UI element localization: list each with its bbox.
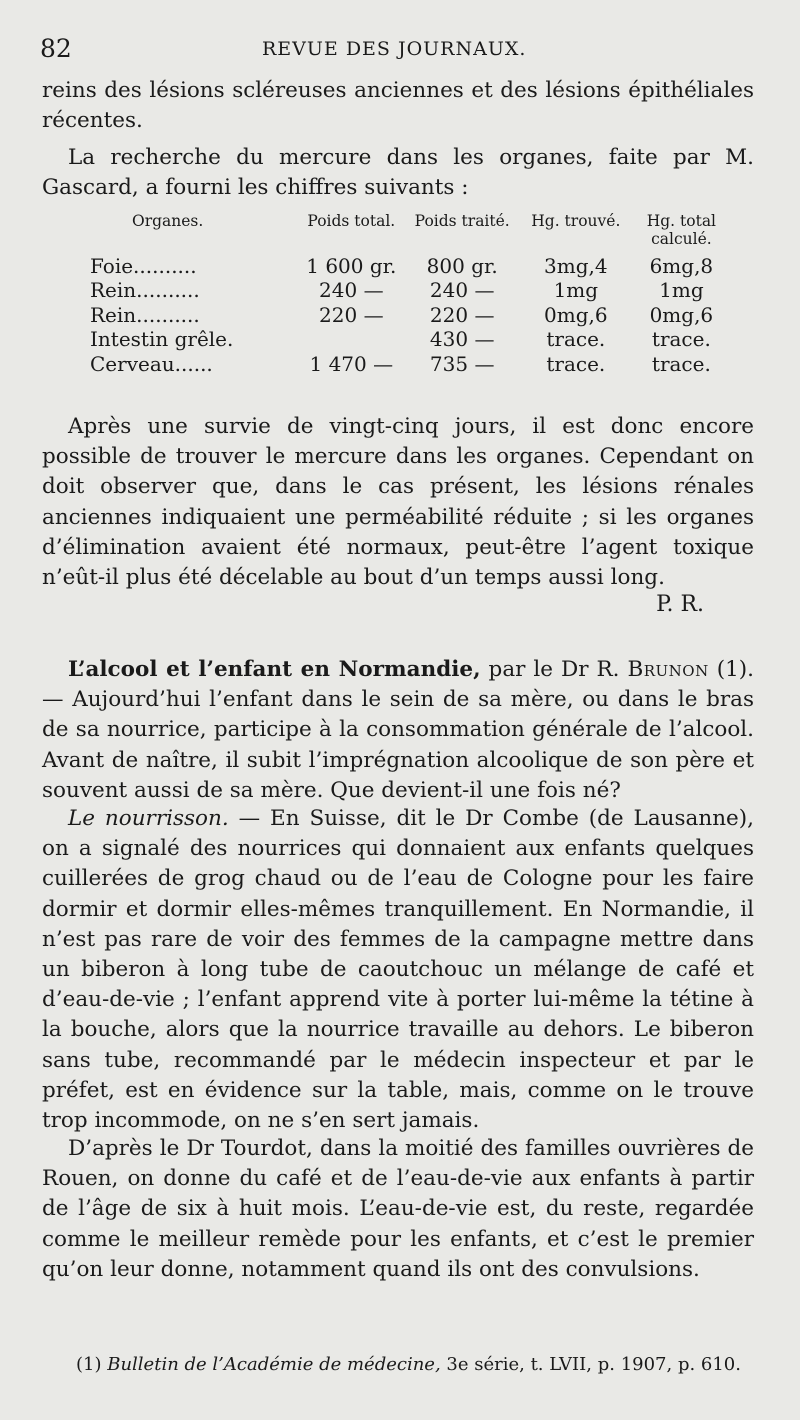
table-cell: 0mg,6 — [544, 302, 608, 327]
page-header — [40, 34, 755, 66]
footnote-ref: (1). — — [42, 657, 754, 713]
column-header: Hg. total calculé. — [646, 212, 717, 248]
article-title: L’alcool et l’enfant en Normandie, — [68, 657, 481, 682]
paragraph-tourdot: D’après le Dr Tourdot, dans la moitié des familles ouvrières de Rouen, on donne du café et de l’eau-de-vie aux enfants à partir de l’âge de six à huit mois. L’eau-de-vie est, du reste, regardée comme le meilleur remède pour les enfants, et c’est le premier qu’on leur donne, notamment quand ils ont des convulsions. — [42, 1136, 754, 1282]
table-cell: 0mg,6 — [649, 302, 714, 327]
table-cell: 3mg,4 — [544, 254, 608, 278]
table-cell: Foie.......... — [90, 254, 197, 278]
table-row — [90, 352, 730, 376]
column-header: Hg. trouvé. — [531, 212, 621, 230]
page-number: 82 — [40, 34, 72, 63]
table-cell: Intestin grêle. — [90, 327, 234, 352]
mercury-table — [90, 212, 730, 376]
table-cell: Rein.......... — [90, 278, 200, 303]
table-cell: 1mg — [553, 278, 599, 303]
paragraph-nourrisson-text: — En Suisse, dit le Dr Combe (de Lausanne), on a signalé des nourrices qui donnaient aux enfants quelques cuillerées de grog chaud ou de l’eau de Cologne pour les faire dormir et dormir elles-mêmes tranquillement. En Normandie, il n’est pas rare de voir des femmes de la campagne mettre dans un biberon à long tube de caoutchouc un mélange de café et d’eau-de-vie ; l’enfant apprend vite à porter lui-même la tétine à la bouche, alors que la nourrice travaille au dehors. Le biberon sans tube, recommandé par le médecin inspecteur et par le préfet, est en évidence sur la table, mais, comme on le trouve trop incommode, on ne s’en sert jamais. — [42, 806, 754, 1134]
article-author: Brunon — [627, 657, 709, 682]
table-cell: trace. — [651, 351, 711, 376]
paragraph-lesions: reins des lésions scléreuses anciennes et des lésions épithéliales récentes. — [42, 78, 754, 134]
paragraph-mercure: La recherche du mercure dans les organes, faite par M. Gascard, a fourni les chiffres suivants : — [42, 145, 754, 201]
author-initials: P. R. — [656, 592, 704, 617]
footnote — [76, 1354, 741, 1375]
paragraph-survie: Après une survie de vingt-cinq jours, il est donc encore possible de trouver le mercure dans les organes. Cependant on doit observer que, dans le cas présent, les lésions rénales anciennes indiquaient une perméabilité réduite ; si les organes d’élimination avaient été normaux, peut-être l’agent toxique n’eût-il plus été décelable au bout d’un temps aussi long. — [42, 414, 754, 591]
running-title: REVUE DES JOURNAUX. — [262, 38, 527, 60]
table-cell: 800 gr. — [426, 254, 498, 278]
table-cell: 6mg,8 — [649, 254, 714, 278]
article-intro — [42, 655, 754, 806]
table-cell: 430 — — [429, 327, 495, 352]
table-cell: 220 — — [319, 302, 384, 327]
table-cell: 220 — — [429, 302, 495, 327]
paragraph-nourrisson — [42, 804, 754, 1136]
table-cell — [297, 327, 405, 351]
table-row — [90, 278, 730, 302]
footnote-text: 3e série, t. LVII, p. 1907, p. 610. — [440, 1354, 741, 1375]
footnote-marker: (1) — [76, 1354, 108, 1375]
footnote-journal: Bulletin de l’Académie de médecine, — [107, 1354, 441, 1375]
table-cell: trace. — [546, 351, 606, 376]
table-cell: 735 — — [429, 351, 495, 376]
table-cell: 1 470 — — [309, 351, 394, 376]
table-header-row — [90, 212, 730, 254]
column-header: Poids traité. — [414, 212, 510, 230]
table-cell: 1 600 gr. — [306, 254, 397, 278]
article-byline: par le Dr R. — [480, 657, 628, 682]
table-cell: trace. — [546, 327, 606, 352]
column-header: Poids total. — [307, 212, 396, 230]
section-subtitle: Le nourrisson. — [68, 806, 229, 831]
article-intro-text: Aujourd’hui l’enfant dans le sein de sa mère, ou dans le bras de sa nourrice, participe à la consommation générale de l’alcool. Avant de naître, il subit l’imprégnation alcoolique de son père et souvent aussi de sa mère. Que devient-il une fois né? — [42, 687, 754, 803]
table-cell: 240 — — [319, 278, 384, 303]
table-row — [90, 254, 730, 278]
table-row — [90, 303, 730, 327]
table-cell: Rein.......... — [90, 302, 200, 327]
table-cell: Cerveau...... — [90, 351, 213, 376]
table-cell: 1mg — [659, 278, 704, 303]
column-header: Organes. — [132, 212, 204, 230]
table-cell: 240 — — [429, 278, 495, 303]
table-row — [90, 327, 730, 351]
table-cell: trace. — [651, 327, 711, 352]
